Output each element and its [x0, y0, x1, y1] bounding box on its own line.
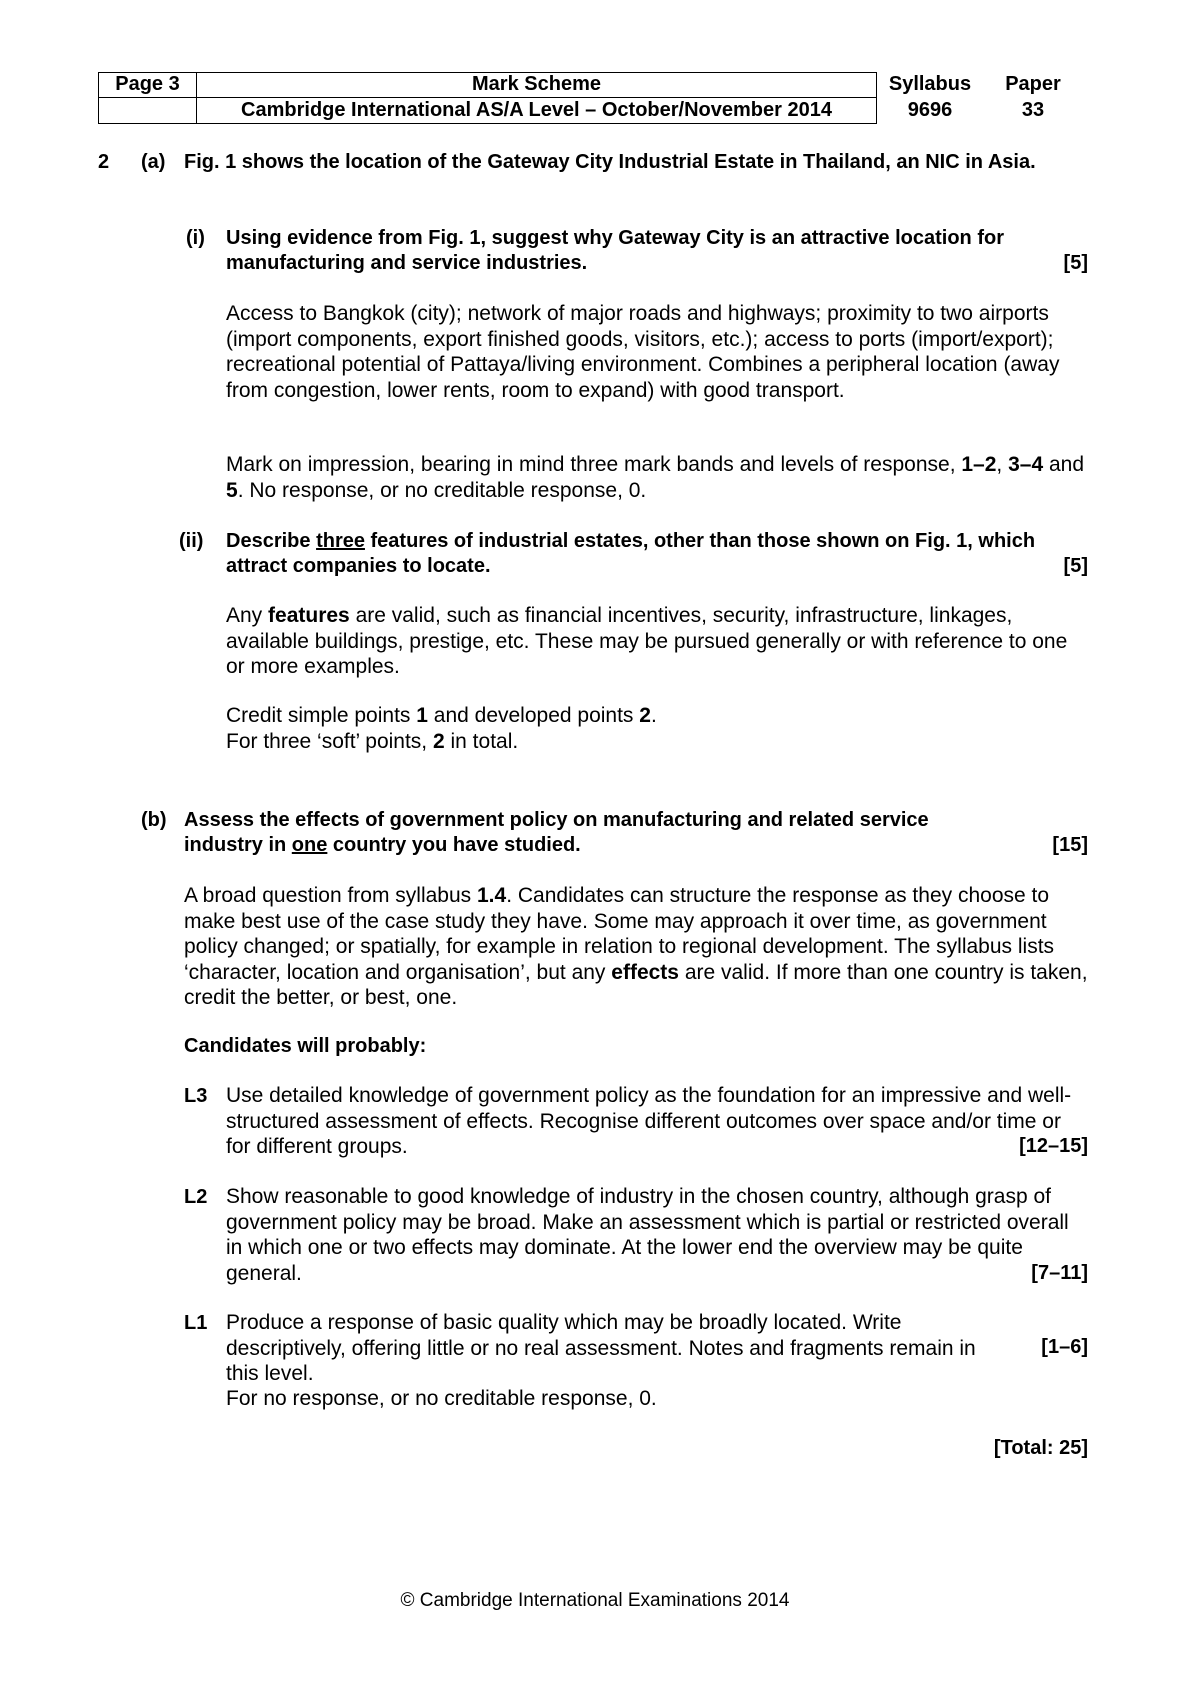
part-ii-ans-pre: Any — [226, 604, 269, 627]
level-3-label: L3 — [184, 1085, 208, 1107]
header-page-cell-lower — [98, 97, 197, 124]
level-3-marks: [12–15] — [1019, 1135, 1088, 1157]
header-paper-value: 33 — [1021, 99, 1045, 121]
level-1-label: L1 — [184, 1312, 208, 1334]
credit-simple-mark: 1 — [416, 704, 428, 727]
part-b-ans-end: are valid. If more than one country is taken, credit the better, or best, one. — [184, 960, 1088, 1009]
total-marks: [Total: 25] — [993, 1437, 1088, 1459]
part-b-q-post: country you have studied. — [327, 834, 581, 856]
part-i-question: Using evidence from Fig. 1, suggest why Gateway City is an attractive location for manufacturing and service industries. — [226, 227, 1004, 274]
part-b-q-line2 — [184, 833, 1052, 858]
level-2-description: Show reasonable to good knowledge of industry in the chosen country, although grasp of government policy may be broad. Make an assessment which is partial or restricted overall in which one or two effects may dominate. At the lower end the overview may be quite general. — [226, 1185, 1069, 1285]
level-1-text — [226, 1310, 1006, 1387]
credit-pre: Credit simple points — [226, 704, 417, 727]
credit-mid: and developed points — [427, 704, 640, 727]
part-b-q-underline: one — [291, 834, 328, 856]
part-i-marks: [5] — [1063, 252, 1088, 274]
mark-intro-text: Mark on impression, bearing in mind three mark bands and levels of response, — [226, 453, 962, 476]
part-i-answer: Access to Bangkok (city); network of major roads and highways; proximity to two airports (import components, export finished goods, visitors, etc.); access to ports (import/export); recreational potential of Pattaya/living environment. Combines a peripheral location (away from congestion, lower rents, room to expand) with good transport. — [226, 302, 1060, 402]
part-ii-q-post: features of industrial estates, other than those shown on Fig. 1, which attract companies to locate. — [226, 530, 1036, 577]
part-ii-marks: [5] — [1063, 555, 1088, 577]
header-subtitle: Cambridge International AS/A Level – October/November 2014 — [241, 99, 832, 121]
part-b-answer — [184, 883, 1088, 1011]
part-b-syllabus-ref: 1.4 — [477, 884, 507, 907]
header-paper-label: Paper — [1005, 73, 1061, 95]
part-ii-q-underline: three — [316, 530, 365, 552]
soft-end: in total. — [444, 729, 519, 753]
part-ii-label: (ii) — [179, 530, 204, 552]
part-b-q-line2-row — [184, 833, 1088, 858]
part-b-ans-bold: effects — [611, 960, 679, 984]
mark-band-1: 1–2 — [961, 453, 997, 476]
part-ii-question — [226, 529, 1046, 579]
part-b-ans-mid: . Candidates can structure the response as they choose to make best use of the case study they have. Some may approach it over time, as government policy changed; or spatially, for example in relation to regional development. The syllabus lists ‘character, location and organisation’, but any — [184, 884, 1055, 984]
header-title: Mark Scheme — [472, 73, 601, 95]
part-ii-q-pre: Describe — [226, 530, 317, 552]
level-2-marks: [7–11] — [1031, 1262, 1088, 1284]
header-syllabus-value: 9696 — [907, 99, 953, 121]
part-ii-credit-line — [226, 703, 1088, 729]
part-b-q-pre: industry in — [184, 834, 292, 856]
part-b-ans-pre: A broad question from syllabus — [184, 884, 477, 907]
level-2-text — [226, 1184, 1088, 1286]
level-2-label: L2 — [184, 1186, 208, 1208]
question-number: 2 — [98, 151, 110, 173]
credit-end: . — [650, 704, 657, 727]
candidates-heading: Candidates will probably: — [184, 1035, 427, 1057]
level-1-marks: [1–6] — [1041, 1336, 1088, 1358]
no-response-note: For no response, or no creditable response, 0. — [226, 1387, 657, 1410]
part-ii-ans-post: are valid, such as financial incentives, security, infrastructure, linkages, available buildings, prestige, etc. These may be pursued generally or with reference to one or more examples. — [226, 604, 1068, 678]
part-ii-soft-line — [226, 729, 1088, 755]
header-page-label: Page 3 — [115, 73, 180, 95]
part-b-label: (b) — [141, 809, 167, 831]
mark-and: and — [1043, 453, 1085, 476]
level-1-description: Produce a response of basic quality which may be broadly located. Write descriptively, offering little or no real assessment. Notes and fragments remain in this level. — [226, 1311, 976, 1385]
part-b-q-line1: Assess the effects of government policy on manufacturing and related service — [184, 809, 929, 831]
part-a-label: (a) — [141, 151, 166, 173]
part-i-label: (i) — [186, 227, 205, 249]
mark-sep: , — [996, 453, 1009, 476]
soft-pre: For three ‘soft’ points, — [226, 729, 433, 753]
part-i-mark-guidance — [226, 452, 1088, 503]
footer-copyright: © Cambridge International Examinations 2014 — [400, 1590, 790, 1611]
part-a-text: Fig. 1 shows the location of the Gateway City Industrial Estate in Thailand, an NIC in Asia. — [184, 151, 1036, 173]
mark-band-3: 5 — [226, 478, 238, 502]
part-ii-ans-bold: features — [268, 604, 350, 627]
header-syllabus-label: Syllabus — [888, 73, 972, 95]
level-3-text — [226, 1083, 1088, 1160]
soft-mark: 2 — [432, 729, 445, 753]
part-b-marks: [15] — [1052, 834, 1088, 856]
mark-band-2: 3–4 — [1008, 453, 1044, 476]
credit-developed-mark: 2 — [639, 704, 651, 727]
part-b-question — [184, 808, 1088, 858]
level-3-description: Use detailed knowledge of government policy as the foundation for an impressive and well-structured assessment of effects. Recognise different outcomes over space and/or time or for different groups. — [226, 1084, 1072, 1158]
mark-end-text: . No response, or no creditable response, 0. — [237, 478, 647, 502]
part-ii-answer — [226, 603, 1088, 680]
part-ii-credit — [226, 703, 1088, 754]
